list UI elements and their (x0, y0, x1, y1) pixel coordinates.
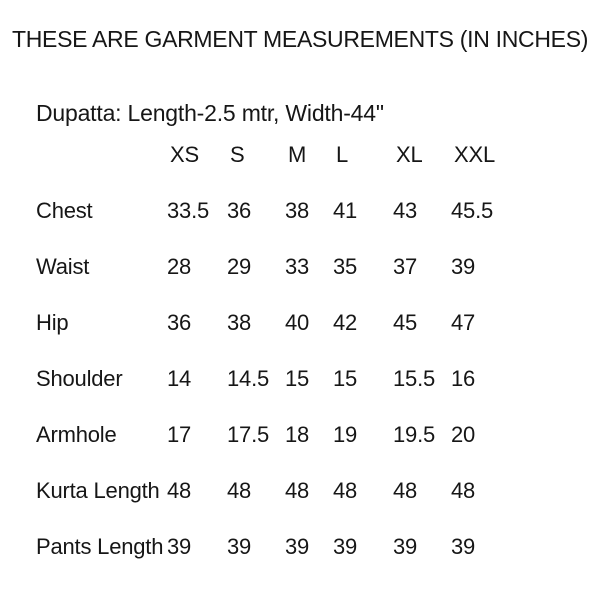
table-row-chest (36, 183, 521, 239)
table-cell: 20 (451, 422, 476, 447)
table-cell: 45.5 (451, 198, 494, 223)
table-cell: 33 (285, 254, 310, 279)
table-cell: 33.5 (167, 198, 210, 223)
table-cell: 39 (167, 534, 192, 559)
row-label: Hip (36, 310, 69, 335)
table-cell: 15.5 (393, 366, 436, 391)
row-label: Waist (36, 254, 90, 279)
corner-cell (36, 127, 167, 183)
page-title: THESE ARE GARMENT MEASUREMENTS (IN INCHES) (12, 26, 589, 52)
size-column-header-xs: XS (170, 142, 199, 167)
table-row-hip (36, 295, 521, 351)
table-cell: 39 (285, 534, 310, 559)
table-cell: 19.5 (393, 422, 436, 447)
table-cell: 19 (333, 422, 358, 447)
size-header-row (36, 127, 521, 183)
table-cell: 39 (393, 534, 418, 559)
table-cell: 37 (393, 254, 418, 279)
table-cell: 39 (227, 534, 252, 559)
table-row-armhole (36, 407, 521, 463)
table-cell: 14 (167, 366, 192, 391)
size-column-header-s: S (230, 142, 245, 167)
size-column-header-m: M (288, 142, 307, 167)
size-column-header-xxl: XXL (454, 142, 495, 167)
table-cell: 15 (333, 366, 358, 391)
table-cell: 18 (285, 422, 310, 447)
size-column-header-l: L (336, 142, 349, 167)
table-cell: 48 (227, 478, 252, 503)
table-row-shoulder (36, 351, 521, 407)
table-cell: 17.5 (227, 422, 270, 447)
table-cell: 48 (285, 478, 310, 503)
table-row-waist (36, 239, 521, 295)
table-cell: 28 (167, 254, 192, 279)
table-cell: 38 (285, 198, 310, 223)
table-cell: 36 (167, 310, 192, 335)
row-label: Armhole (36, 422, 117, 447)
table-cell: 39 (451, 254, 476, 279)
size-chart-page (0, 26, 600, 600)
table-cell: 43 (393, 198, 418, 223)
table-cell: 14.5 (227, 366, 270, 391)
row-label: Chest (36, 198, 93, 223)
table-row-kurta-length (36, 463, 521, 519)
table-cell: 15 (285, 366, 310, 391)
table-cell: 47 (451, 310, 476, 335)
row-label: Pants Length (36, 534, 164, 559)
table-cell: 35 (333, 254, 358, 279)
table-cell: 48 (333, 478, 358, 503)
table-cell: 40 (285, 310, 310, 335)
row-label: Shoulder (36, 366, 123, 391)
table-cell: 16 (451, 366, 476, 391)
table-cell: 45 (393, 310, 418, 335)
row-label: Kurta Length (36, 478, 160, 503)
table-cell: 48 (451, 478, 476, 503)
size-column-header-xl: XL (396, 142, 423, 167)
table-cell: 39 (451, 534, 476, 559)
table-cell: 48 (393, 478, 418, 503)
table-cell: 42 (333, 310, 358, 335)
dupatta-note: Dupatta: Length-2.5 mtr, Width-44" (36, 100, 384, 126)
table-cell: 41 (333, 198, 358, 223)
table-cell: 38 (227, 310, 252, 335)
table-cell: 48 (167, 478, 192, 503)
table-cell: 17 (167, 422, 192, 447)
table-row-pants-length (36, 519, 521, 575)
table-cell: 36 (227, 198, 252, 223)
size-chart-table (36, 127, 521, 575)
table-cell: 29 (227, 254, 252, 279)
table-cell: 39 (333, 534, 358, 559)
